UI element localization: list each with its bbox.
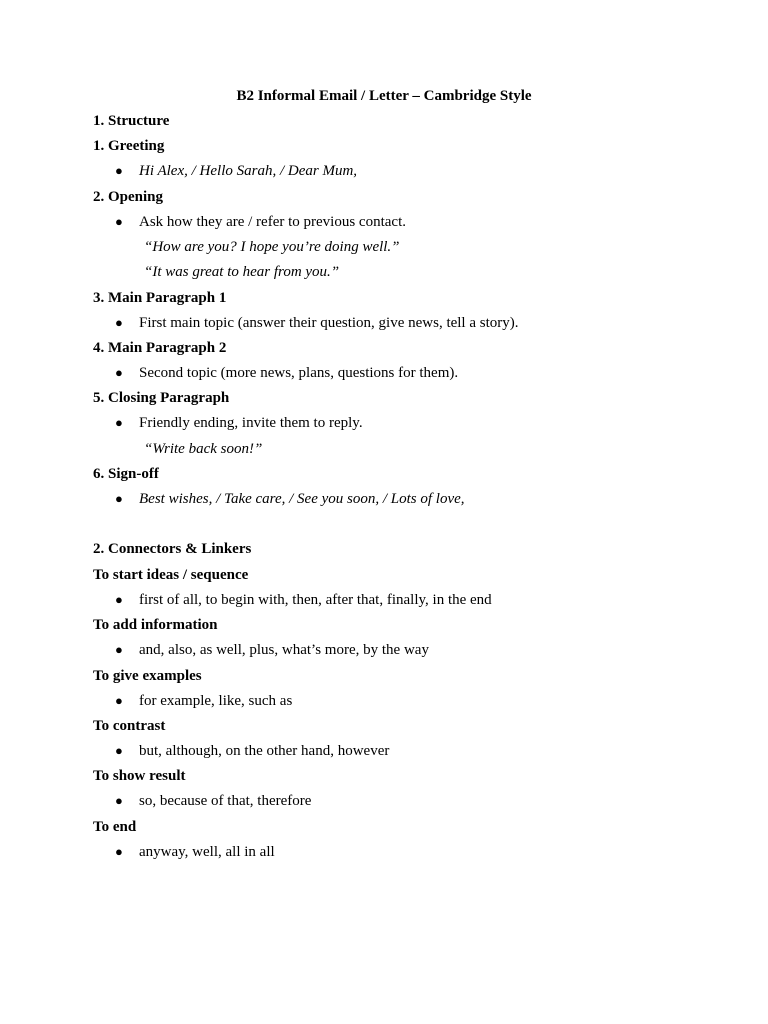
greeting-heading: 1. Greeting: [93, 138, 165, 154]
opening-quote-1: “How are you? I hope you’re doing well.”: [144, 239, 400, 255]
section-structure-heading: 1. Structure: [93, 113, 170, 129]
bullet-icon: ●: [115, 743, 123, 758]
result-heading: To show result: [93, 768, 186, 784]
closing-text: Friendly ending, invite them to reply.: [139, 415, 363, 431]
bullet-icon: ●: [115, 315, 123, 330]
opening-quote-2: “It was great to hear from you.”: [144, 264, 340, 280]
bullet-icon: ●: [115, 642, 123, 657]
closing-heading: 5. Closing Paragraph: [93, 390, 230, 406]
start-text: first of all, to begin with, then, after that, finally, in the end: [139, 592, 492, 608]
bullet-icon: ●: [115, 793, 123, 808]
signoff-text: Best wishes, / Take care, / See you soon, / Lots of love,: [139, 491, 465, 507]
bullet-icon: ●: [115, 365, 123, 380]
opening-text: Ask how they are / refer to previous contact.: [139, 214, 406, 230]
main1-heading: 3. Main Paragraph 1: [93, 290, 227, 306]
greeting-text: Hi Alex, / Hello Sarah, / Dear Mum,: [139, 163, 358, 179]
bullet-icon: ●: [115, 844, 123, 859]
bullet-icon: ●: [115, 592, 123, 607]
section-connectors-heading: 2. Connectors & Linkers: [93, 541, 252, 557]
document-title: B2 Informal Email / Letter – Cambridge Style: [236, 88, 532, 104]
main2-text: Second topic (more news, plans, questions for them).: [139, 365, 459, 381]
main1-text: First main topic (answer their question, give news, tell a story).: [139, 315, 519, 331]
end-heading: To end: [93, 819, 137, 835]
bullet-icon: ●: [115, 491, 123, 506]
add-heading: To add information: [93, 617, 218, 633]
bullet-icon: ●: [115, 214, 123, 229]
add-text: and, also, as well, plus, what’s more, by the way: [139, 642, 429, 658]
main2-heading: 4. Main Paragraph 2: [93, 340, 227, 356]
opening-heading: 2. Opening: [93, 189, 164, 205]
bullet-icon: ●: [115, 693, 123, 708]
signoff-heading: 6. Sign-off: [93, 466, 159, 482]
examples-heading: To give examples: [93, 668, 202, 684]
end-text: anyway, well, all in all: [139, 844, 275, 860]
examples-text: for example, like, such as: [139, 693, 293, 709]
closing-quote: “Write back soon!”: [144, 441, 263, 457]
result-text: so, because of that, therefore: [139, 793, 312, 809]
start-heading: To start ideas / sequence: [93, 567, 249, 583]
contrast-heading: To contrast: [93, 718, 166, 734]
bullet-icon: ●: [115, 163, 123, 178]
contrast-text: but, although, on the other hand, however: [139, 743, 390, 759]
bullet-icon: ●: [115, 415, 123, 430]
